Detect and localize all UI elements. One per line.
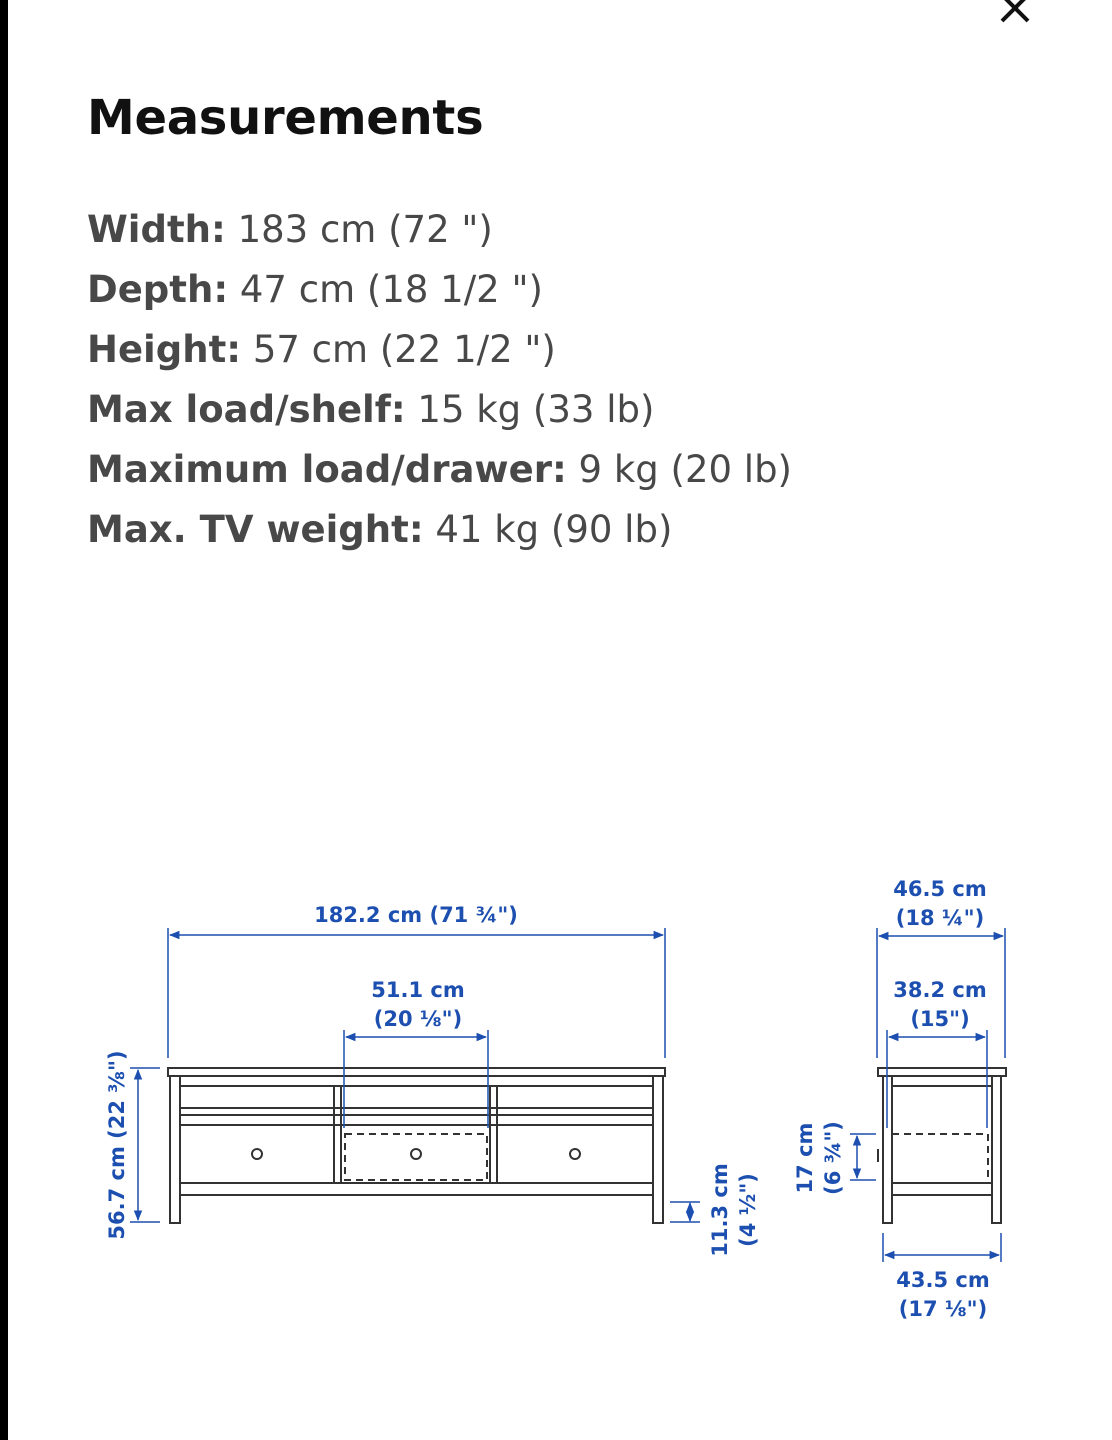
knob [411, 1149, 421, 1159]
spec-label: Height: [87, 328, 242, 371]
dim-drawer-width-in: (20 ⅛") [373, 1007, 463, 1031]
dim-leg-height-in: (4 ½") [736, 1173, 760, 1247]
knob [570, 1149, 580, 1159]
spec-value: 183 cm (72 ") [237, 208, 493, 251]
measurements-panel [8, 0, 1078, 1440]
spec-label: Max load/shelf: [87, 388, 406, 431]
dim-side-inner-in: (15") [910, 1007, 970, 1031]
front-divider-right [490, 1086, 497, 1183]
front-dimension-labels [105, 903, 760, 1257]
spec-value: 9 kg (20 lb) [578, 448, 792, 491]
scroll-track [1078, 0, 1112, 1440]
spec-value: 47 cm (18 1/2 ") [239, 268, 543, 311]
page-title: Measurements [87, 90, 484, 146]
dim-side-depth-in: (18 ¼") [895, 906, 985, 930]
spec-label: Maximum load/drawer: [87, 448, 567, 491]
dim-leg-height-cm: 11.3 cm [708, 1163, 732, 1257]
front-divider-left [334, 1086, 341, 1183]
spec-label: Depth: [87, 268, 229, 311]
front-top-board [168, 1068, 665, 1076]
dim-side-base-cm: 43.5 cm [896, 1268, 990, 1292]
dim-drawer-height-cm: 17 cm [793, 1122, 817, 1194]
dim-side-inner-cm: 38.2 cm [893, 978, 987, 1002]
close-icon [993, 0, 1037, 30]
spec-label: Max. TV weight: [87, 508, 424, 551]
dim-side-depth-cm: 46.5 cm [893, 877, 987, 901]
dimension-diagram [8, 0, 1070, 1440]
front-left-leg [170, 1076, 180, 1223]
spec-value: 41 kg (90 lb) [435, 508, 673, 551]
front-drawer-dashed [345, 1134, 487, 1180]
side-back-leg [992, 1076, 1001, 1223]
front-view-drawing [168, 1068, 665, 1223]
spec-value: 15 kg (33 lb) [417, 388, 655, 431]
dim-drawer-height-in: (6 ¾") [821, 1121, 845, 1195]
front-right-leg [653, 1076, 663, 1223]
knob [252, 1149, 262, 1159]
spec-label: Width: [87, 208, 226, 251]
dim-height: 56.7 cm (22 ⅜") [105, 1050, 129, 1240]
dim-drawer-width-cm: 51.1 cm [371, 978, 465, 1002]
dim-front-width: 182.2 cm (71 ¾") [314, 903, 518, 927]
spec-value: 57 cm (22 1/2 ") [252, 328, 556, 371]
close-button[interactable] [993, 0, 1037, 30]
dim-side-base-in: (17 ⅛") [898, 1297, 988, 1321]
